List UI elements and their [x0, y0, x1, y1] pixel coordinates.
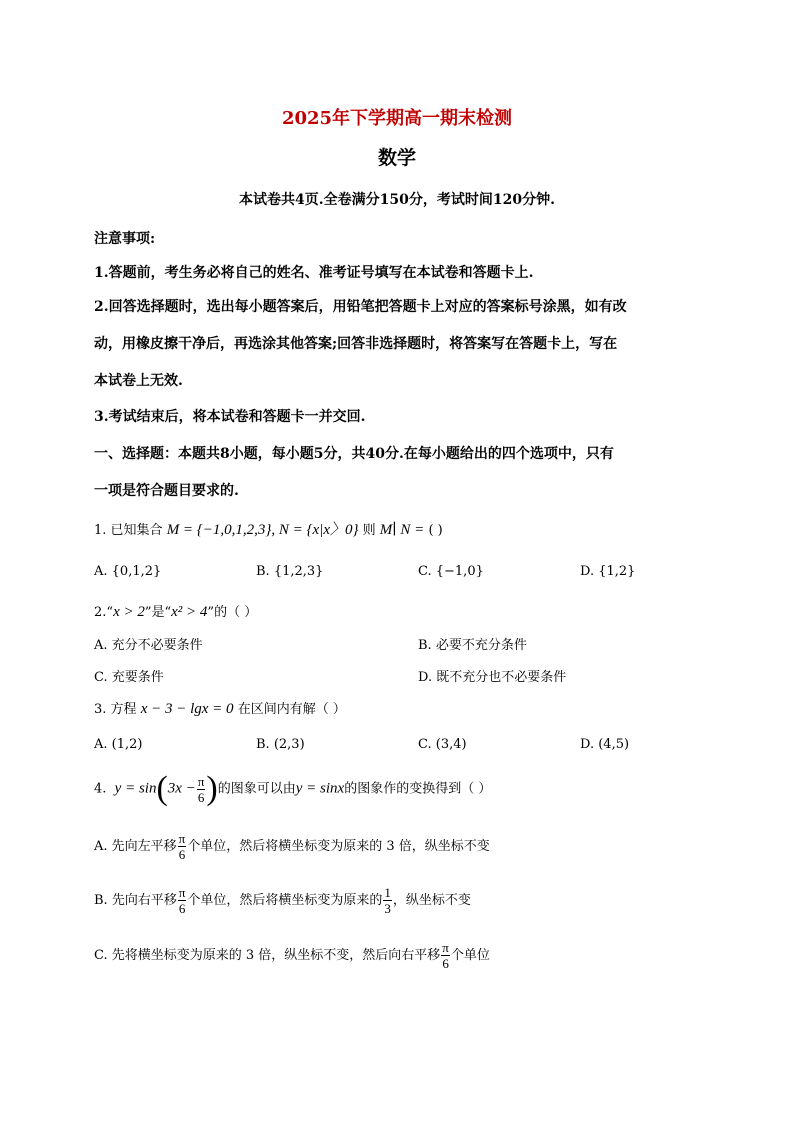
q4-option-c-frac-num: π: [442, 940, 449, 955]
q2-math-b: x² > 4: [171, 604, 208, 620]
left-paren-glyph: (: [156, 770, 168, 807]
q4-option-a-frac-den: 6: [178, 847, 186, 862]
q4-option-a-text-1: A. 先向左平移: [94, 839, 177, 854]
note-item-2-line-3: 本试卷上无效.: [94, 373, 183, 389]
q4-option-b-frac-num: π: [178, 885, 186, 900]
note-item-2-line-1: 2.回答选择题时，选出每小题答案后，用铅笔把答题卡上对应的答案标号涂黑，如有改: [94, 299, 627, 315]
q1-option-a: A. {0,1,2}: [94, 564, 162, 579]
q4-option-b-third-den: 3: [384, 901, 391, 916]
q1-option-d: D. {1,2}: [580, 564, 636, 579]
q4-text-end: 的图象作的变换得到（ ）: [344, 781, 492, 797]
question-3: [94, 698, 346, 718]
right-paren-glyph: ): [206, 770, 218, 807]
q4-frac-num: π: [197, 773, 205, 789]
note-item-1: 1.答题前，考生务必将自己的姓名、准考证号填写在本试卷和答题卡上.: [94, 265, 534, 281]
q2-math-a: x > 2: [113, 604, 145, 620]
q4-option-a: [94, 832, 490, 861]
q2-text-a: 2.“: [94, 605, 114, 620]
q3-prefix: 3. 方程: [94, 702, 137, 717]
question-2: [94, 601, 257, 621]
q1-option-c: C. {−1,0}: [418, 564, 484, 579]
q3-math: x − 3 − lgx = 0: [140, 701, 234, 717]
q4-option-c-text-2: 个单位: [450, 948, 490, 963]
q3-option-d: D. (4,5): [580, 737, 630, 752]
q2-text-b: ”是“: [144, 605, 172, 620]
q2-option-d: D. 既不充分也不必要条件: [418, 670, 567, 685]
q1-suffix: ( ): [428, 523, 443, 538]
notes-heading: 注意事项:: [94, 231, 156, 247]
q4-option-c-text-1: C. 先将横坐标变为原来的 3 倍，纵坐标不变，然后向右平移: [94, 948, 441, 963]
q1-option-b: B. {1,2,3}: [256, 564, 324, 579]
section-heading-line-2: 一项是符合题目要求的.: [94, 483, 239, 499]
note-item-2-line-2: 动，用橡皮擦干净后，再选涂其他答案;回答非选择题时，将答案写在答题卡上，写在: [94, 336, 618, 352]
q4-option-c: [94, 941, 490, 970]
exam-intro: 本试卷共4页.全卷满分150分，考试时间120分钟.: [239, 192, 555, 208]
q4-fraction: [197, 775, 206, 804]
section-heading-line-1: 一、选择题：本题共8小题，每小题5分，共40分.在每小题给出的四个选项中，只有: [94, 446, 614, 462]
q4-option-c-frac-den: 6: [442, 956, 449, 971]
q1-math: M = {−1,0,1,2,3}, N = {x|x〉0}: [166, 522, 359, 538]
q4-option-b-fraction-third: [383, 886, 392, 915]
q3-option-c: C. (3,4): [418, 737, 467, 752]
q4-frac-den: 6: [197, 789, 205, 805]
q4-math-b: y = sinx: [295, 780, 345, 797]
q3-option-b: B. (2,3): [256, 737, 305, 752]
q4-option-b: [94, 886, 471, 915]
note-item-3: 3.考试结束后，将本试卷和答题卡一并交回.: [94, 409, 366, 425]
q2-option-c: C. 充要条件: [94, 670, 164, 685]
q3-option-a: A. (1,2): [94, 737, 143, 752]
q4-math-a: y = sin: [114, 780, 157, 797]
q4-option-b-text-1: B. 先向右平移: [94, 893, 177, 908]
q2-text-c: ”的（ ）: [207, 605, 258, 620]
q4-option-b-fraction-pi: [178, 886, 187, 915]
q4-option-a-frac-num: π: [178, 831, 186, 846]
q1-math-2: M∣ N =: [379, 522, 425, 538]
q4-number: 4.: [94, 781, 107, 797]
q1-prefix: 1. 已知集合: [94, 523, 163, 538]
q4-option-c-fraction: [441, 941, 450, 970]
q4-option-a-text-2: 个单位，然后将横坐标变为原来的 3 倍，纵坐标不变: [187, 839, 490, 854]
q1-mid: 则: [362, 523, 376, 538]
q4-option-a-fraction: [178, 832, 187, 861]
q4-option-b-third-num: 1: [384, 885, 391, 900]
question-4: [94, 772, 491, 806]
subject-title: 数学: [377, 147, 416, 169]
q4-option-b-frac-den: 6: [178, 901, 186, 916]
question-1: [94, 518, 443, 539]
q4-option-b-text-2: 个单位，然后将横坐标变为原来的: [187, 893, 383, 908]
q4-option-b-text-3: ，纵坐标不变: [392, 893, 471, 908]
q4-text-mid: 的图象可以由: [217, 781, 296, 797]
q2-option-a: A. 充分不必要条件: [94, 638, 203, 653]
q2-option-b: B. 必要不充分条件: [418, 638, 527, 653]
exam-title: 2025年下学期高一期末检测: [281, 108, 513, 129]
q3-suffix: 在区间内有解（ ）: [237, 702, 346, 717]
q4-math-inner: 3x −: [167, 780, 196, 797]
